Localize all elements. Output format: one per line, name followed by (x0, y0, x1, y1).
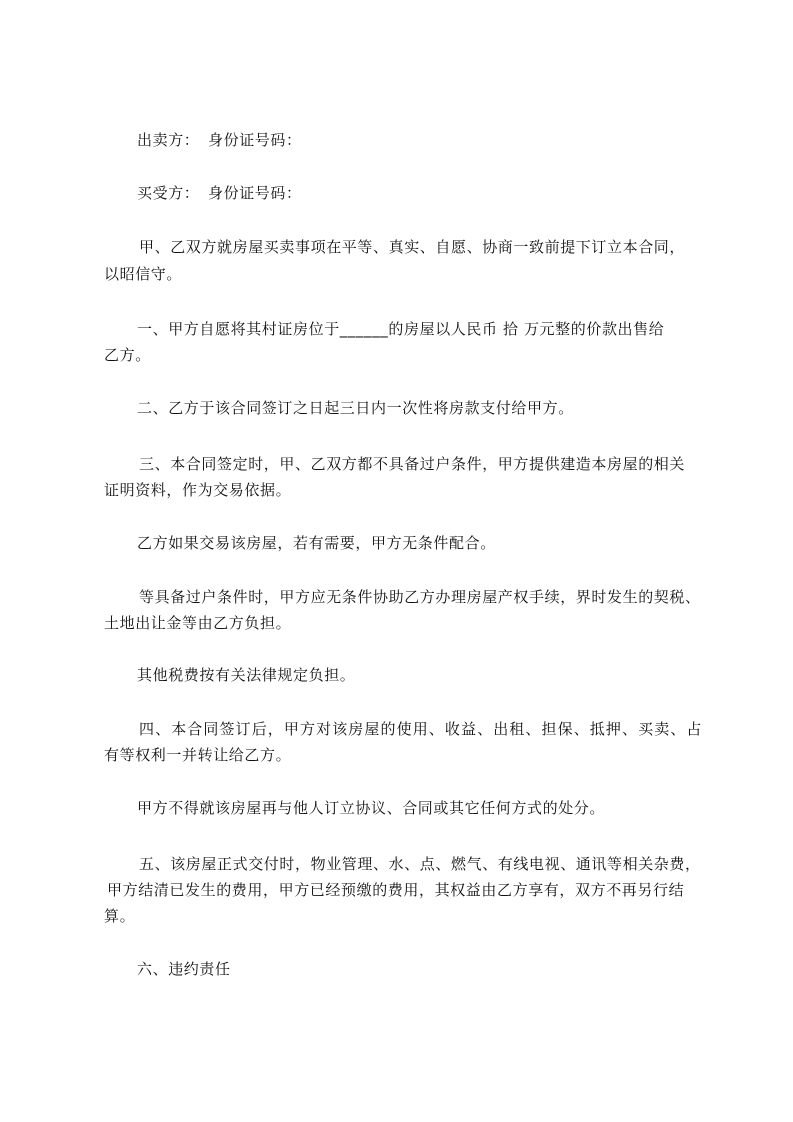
clause1-line-1: 一、甲方自愿将其村证房位于______的房屋以人民币 拾 万元整的价款出售给 (137, 320, 665, 338)
preamble-line-2: 以昭信守。 (104, 265, 183, 283)
preamble-line-1: 甲、乙双方就房屋买卖事项在平等、真实、自愿、协商一致前提下订立本合同， (139, 238, 686, 256)
seller-id-label: 身份证号码： (208, 131, 302, 149)
clause4-line-1: 四、本合同签订后，甲方对该房屋的使用、收益、出租、担保、抵押、买卖、占 (139, 720, 703, 738)
clause3-note2-line-1: 等具备过户条件时，甲方应无条件协助乙方办理房屋产权手续，界时发生的契税、 (139, 588, 701, 606)
clause3-line-1: 三、本合同签定时，甲、乙双方都不具备过户条件，甲方提供建造本房屋的相关 (139, 455, 686, 473)
buyer-label: 买受方： (137, 184, 200, 202)
clause5-line-2: 甲方结清已发生的费用，甲方已经预缴的费用，其权益由乙方享有，双方不再另行结 (107, 881, 685, 899)
clause5-line-1: 五、该房屋正式交付时，物业管理、水、点、燃气、有线电视、通讯等相关杂费， (139, 855, 701, 873)
clause3-note1: 乙方如果交易该房屋，若有需要，甲方无条件配合。 (137, 534, 496, 552)
clause1-line-2: 乙方。 (104, 346, 151, 364)
clause3-note2-line-2: 土地出让金等由乙方负担。 (104, 614, 292, 632)
clause3-note3: 其他税费按有关法律规定负担。 (137, 666, 356, 684)
clause3-line-2: 证明资料，作为交易依据。 (104, 481, 292, 499)
clause4-note: 甲方不得就该房屋再与他人订立协议、合同或其它任何方式的处分。 (137, 799, 606, 817)
clause4-line-2: 有等权利一并转让给乙方。 (104, 746, 292, 764)
clause2-line-1: 二、乙方于该合同签订之日起三日内一次性将房款支付给甲方。 (137, 399, 574, 417)
seller-label: 出卖方： (137, 131, 200, 149)
clause6-title: 六、违约责任 (137, 960, 231, 978)
clause5-line-3: 算。 (104, 907, 136, 925)
buyer-id-label: 身份证号码： (208, 184, 302, 202)
